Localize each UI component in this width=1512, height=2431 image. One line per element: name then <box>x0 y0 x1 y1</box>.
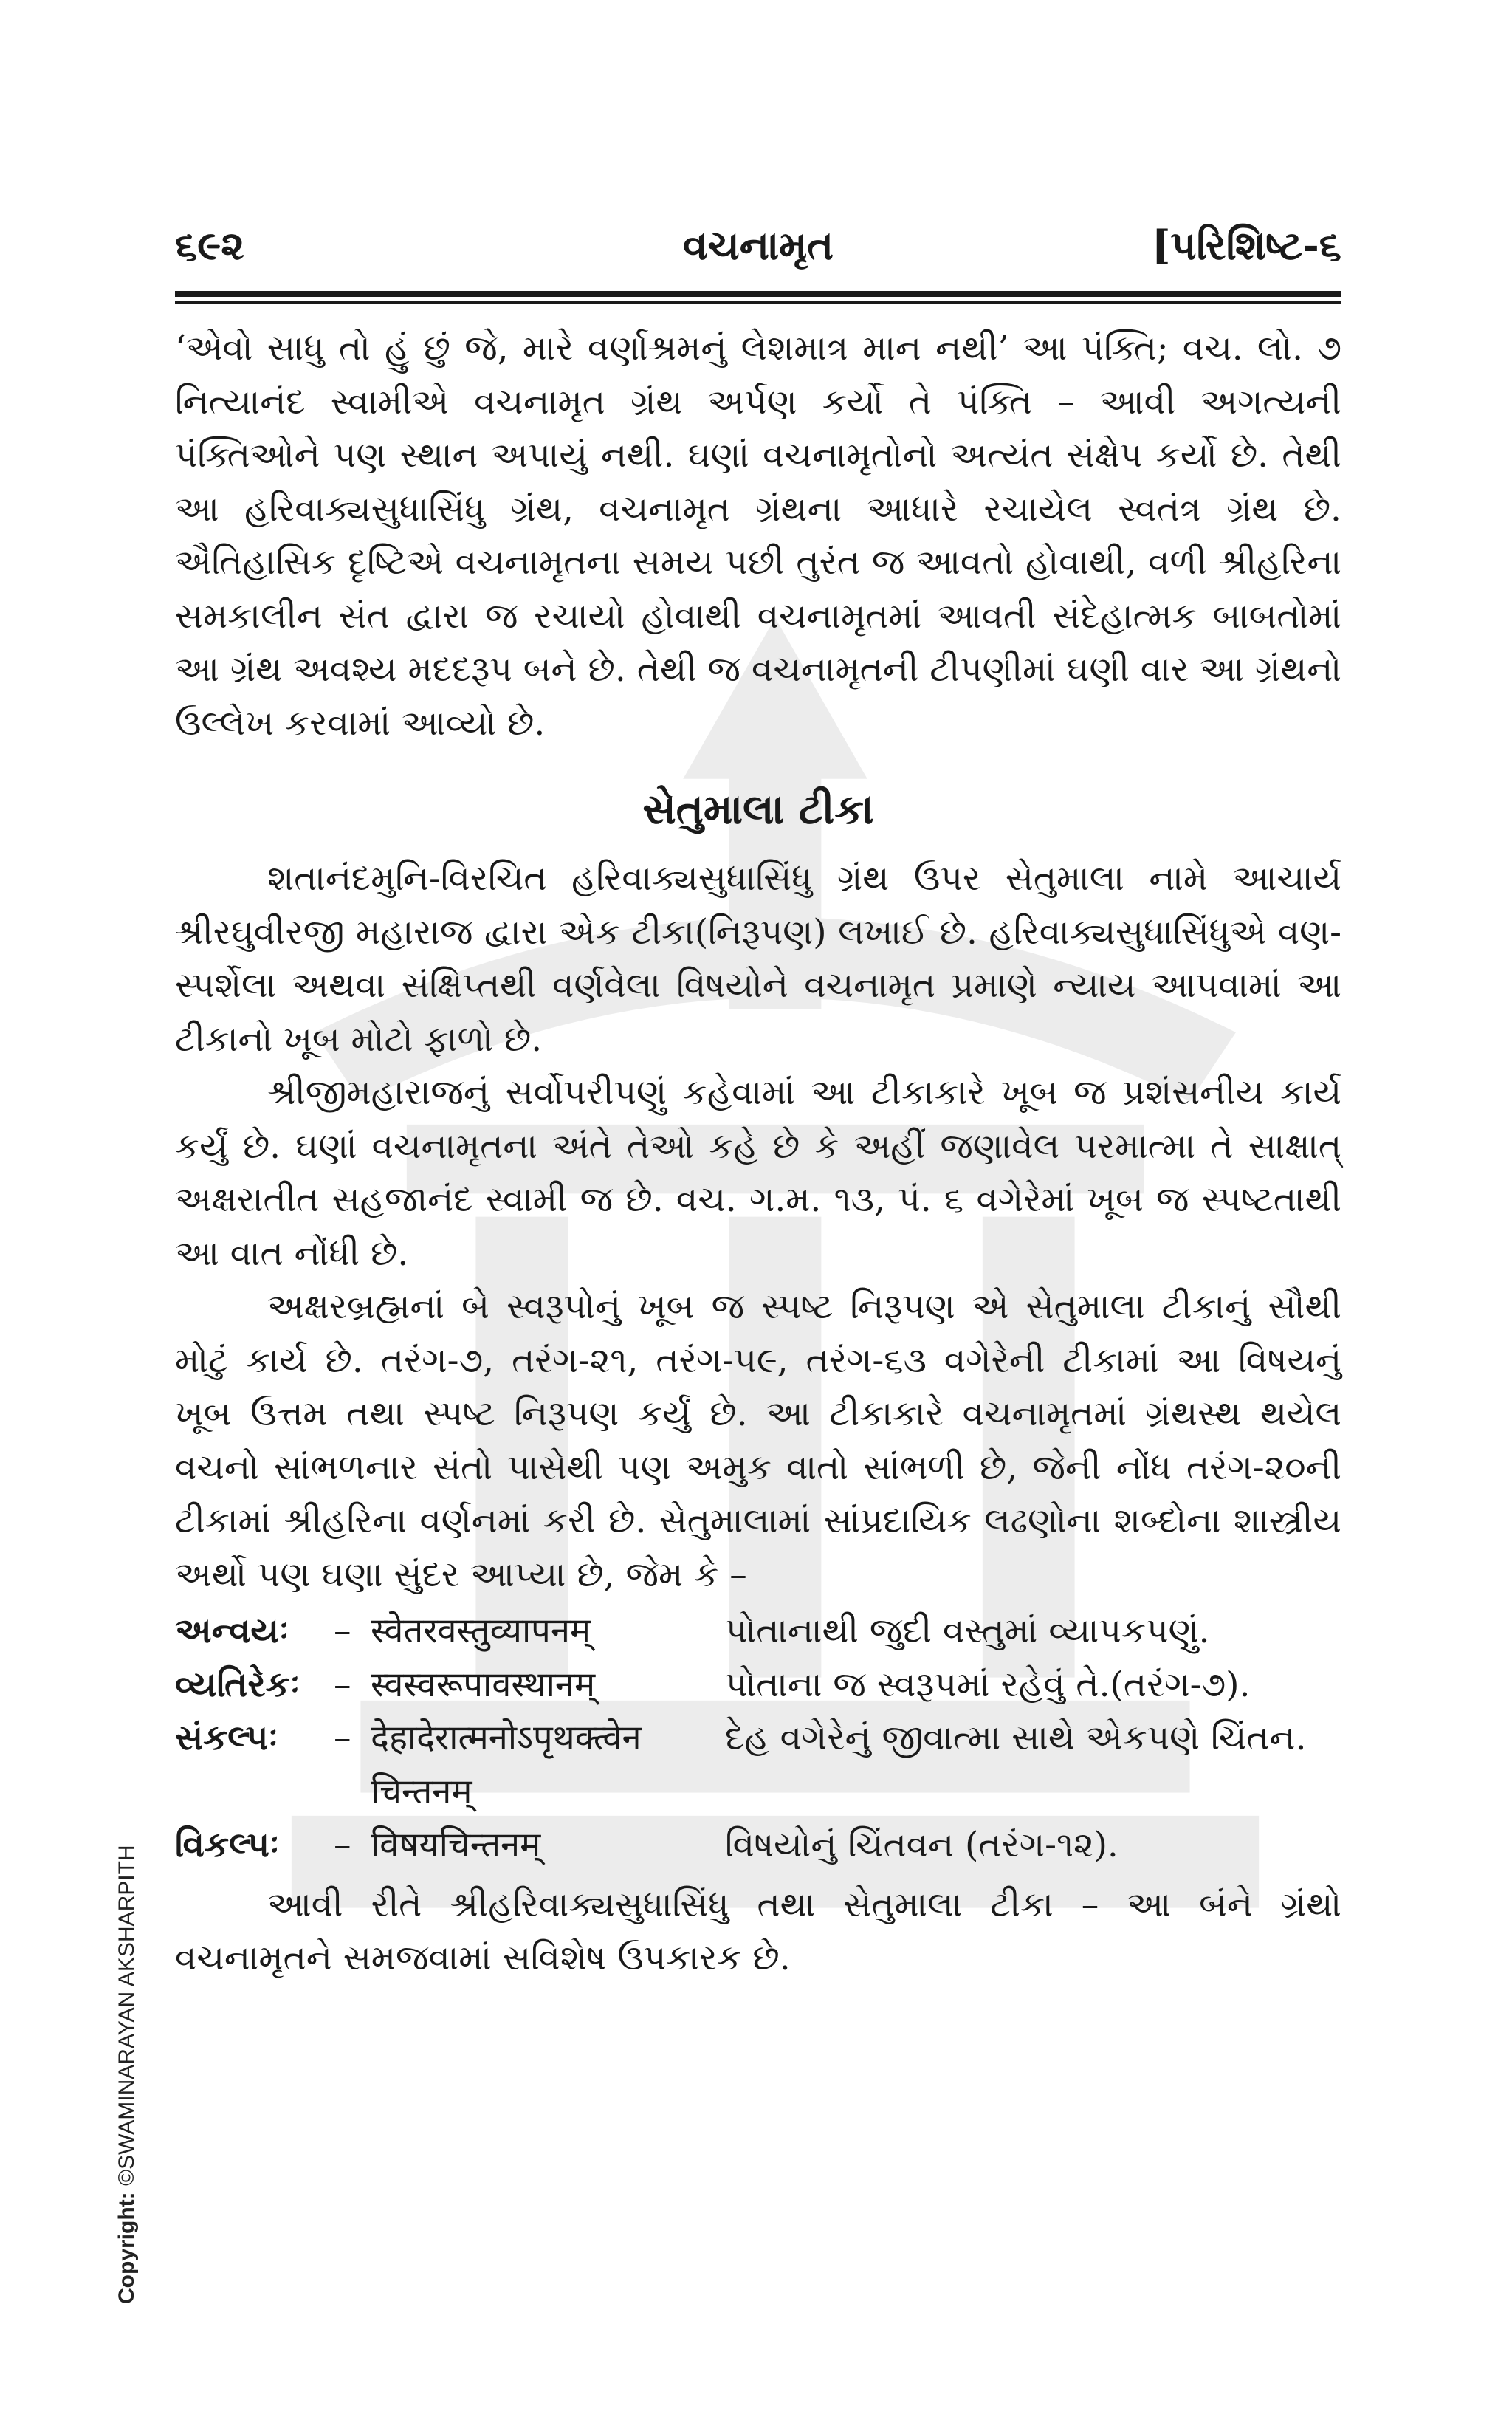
definition-meaning: પોતાના જ સ્વરૂપમાં રહેવું તે.(તરંગ-૭). <box>725 1664 1251 1705</box>
page-number: ૬૯૨ <box>175 222 244 269</box>
copyright-text: ©SWAMINARAYAN AKSHARPITH <box>114 1845 139 2187</box>
definition-meaning: પોતાનાથી જુદી વસ્તુમાં વ્યાપકપણું. <box>725 1611 1210 1651</box>
paragraph-4: અક્ષરબ્રહ્મનાં બે સ્વરૂપોનું ખૂબ જ સ્પષ્ટ નિરૂપણ એ સેતુમાલા ટીકાનું સૌથી મોટું કાર્ય છે. તરંગ-૭, તરંગ-૨૧, તરંગ-૫૯, તરંગ-૬૩ વગેરેની ટીકામાં આ વિષયનું ખૂબ ઉત્તમ તથા સ્પષ્ટ નિરૂપણ કર્યું છે. આ ટીકાકારે વચનામૃતમાં ગ્રંથસ્થ થયેલ વચનો સાંભળનાર સંતો પાસેથી પણ અમુક વાતો સાંભળી છે, જેની નોંધ તરંગ-૨૦ની ટીકામાં શ્રીહરિના વર્ણનમાં કરી છે. સેતુમાલામાં સાંપ્રદાયિક લઢણોના શબ્દોના શાસ્ત્રીય અર્થો પણ ઘણા સુંદર આપ્યા છે, જેમ કે – <box>175 1286 1341 1595</box>
definition-meaning: દેહ વગેરેનું જીવાત્મા સાથે એકપણે ચિંતન. <box>725 1718 1307 1758</box>
paragraph-2: શતાનંદમુનિ-વિરચિત હરિવાક્યસુધાસિંધુ ગ્રંથ ઉપર સેતુમાલા નામે આચાર્ય શ્રીરઘુવીરજી મહારાજ દ્વારા એક ટીકા(નિરૂપણ) લખાઈ છે. હરિવાક્યસુધાસિંધુએ વણ-સ્પર્શેલા અથવા સંક્ષિપ્તથી વર્ણવેલા વિષયોને વચનામૃત પ્રમાણે ન્યાય આપવામાં આ ટીકાનો ખૂબ મોટો ફાળો છે. <box>175 858 1341 1060</box>
definition-list <box>175 1605 1341 1873</box>
section-heading: સેતુમાલા ટીકા <box>642 785 874 834</box>
definition-row <box>175 1712 1341 1819</box>
definition-meaning: વિષયોનું ચિંતવન (તરંગ-૧૨). <box>725 1825 1118 1865</box>
definition-sanskrit: विषयचिन्तनम् <box>371 1825 541 1865</box>
definition-sanskrit: देहादेरात्मनोऽपृथक्त्वेन चिन्तनम् <box>371 1718 642 1812</box>
page-header <box>175 214 1341 281</box>
definition-term: વિકલ્પઃ <box>175 1825 280 1865</box>
definition-term: વ્યતિરેકઃ <box>175 1664 300 1705</box>
definition-row <box>175 1819 1341 1873</box>
definition-row <box>175 1605 1341 1659</box>
definition-dash: – <box>334 1664 351 1705</box>
definition-row <box>175 1659 1341 1712</box>
definition-dash: – <box>334 1611 351 1651</box>
paragraph-5: આવી રીતે શ્રીહરિવાક્યસુધાસિંધુ તથા સેતુમાલા ટીકા – આ બંને ગ્રંથો વચનામૃતને સમજવામાં સવિશેષ ઉપકારક છે. <box>175 1884 1341 1978</box>
running-title: વચનામૃત <box>682 222 834 269</box>
definition-dash: – <box>334 1825 351 1865</box>
definition-sanskrit: स्वस्वरूपावस्थानम् <box>371 1664 596 1705</box>
section-label: [પરિશિષ્ટ-૬ <box>1152 222 1341 269</box>
definition-term: અન્વયઃ <box>175 1611 289 1651</box>
header-rule-thin <box>175 301 1341 304</box>
definition-dash: – <box>334 1718 351 1758</box>
paragraph-3: શ્રીજીમહારાજનું સર્વોપરીપણું કહેવામાં આ ટીકાકારે ખૂબ જ પ્રશંસનીય કાર્ય કર્યું છે. ઘણાં વચનામૃતના અંતે તેઓ કહે છે કે અહીં જણાવેલ પરમાત્મા તે સાક્ષાત્ અક્ષરાતીત સહજાનંદ સ્વામી જ છે. વચ. ગ.મ. ૧૩, પં. ૬ વગેરેમાં ખૂબ જ સ્પષ્ટતાથી આ વાત નોંધી છે. <box>175 1072 1341 1274</box>
definition-sanskrit: स्वेतरवस्तुव्यापनम् <box>371 1611 591 1651</box>
definition-term: સંકલ્પઃ <box>175 1718 278 1758</box>
copyright-notice <box>114 1845 140 2304</box>
paragraph-1: ‘એવો સાધુ તો હું છું જે, મારે વર્ણાશ્રમનું લેશમાત્ર માન નથી’ આ પંક્તિ; વચ. લો. ૭ નિત્યાનંદ સ્વામીએ વચનામૃત ગ્રંથ અર્પણ કર્યો તે પંક્તિ – આવી અગત્યની પંક્તિઓને પણ સ્થાન અપાયું નથી. ઘણાં વચનામૃતોનો અત્યંત સંક્ષેપ કર્યો છે. તેથી આ હરિવાક્યસુધાસિંધુ ગ્રંથ, વચનામૃત ગ્રંથના આધારે રચાયેલ સ્વતંત્ર ગ્રંથ છે. ઐતિહાસિક દૃષ્ટિએ વચનામૃતના સમય પછી તુરંત જ આવતો હોવાથી, વળી શ્રીહરિના સમકાલીન સંત દ્વારા જ રચાયો હોવાથી વચનામૃતમાં આવતી સંદેહાત્મક બાબતોમાં આ ગ્રંથ અવશ્ય મદદરૂપ બને છે. તેથી જ વચનામૃતની ટીપણીમાં ઘણી વાર આ ગ્રંથનો ઉલ્લેખ કરવામાં આવ્યો છે. <box>175 328 1341 744</box>
page-body <box>175 322 1341 1986</box>
header-rule-thick <box>175 291 1341 297</box>
copyright-label: Copyright: <box>114 2192 139 2304</box>
